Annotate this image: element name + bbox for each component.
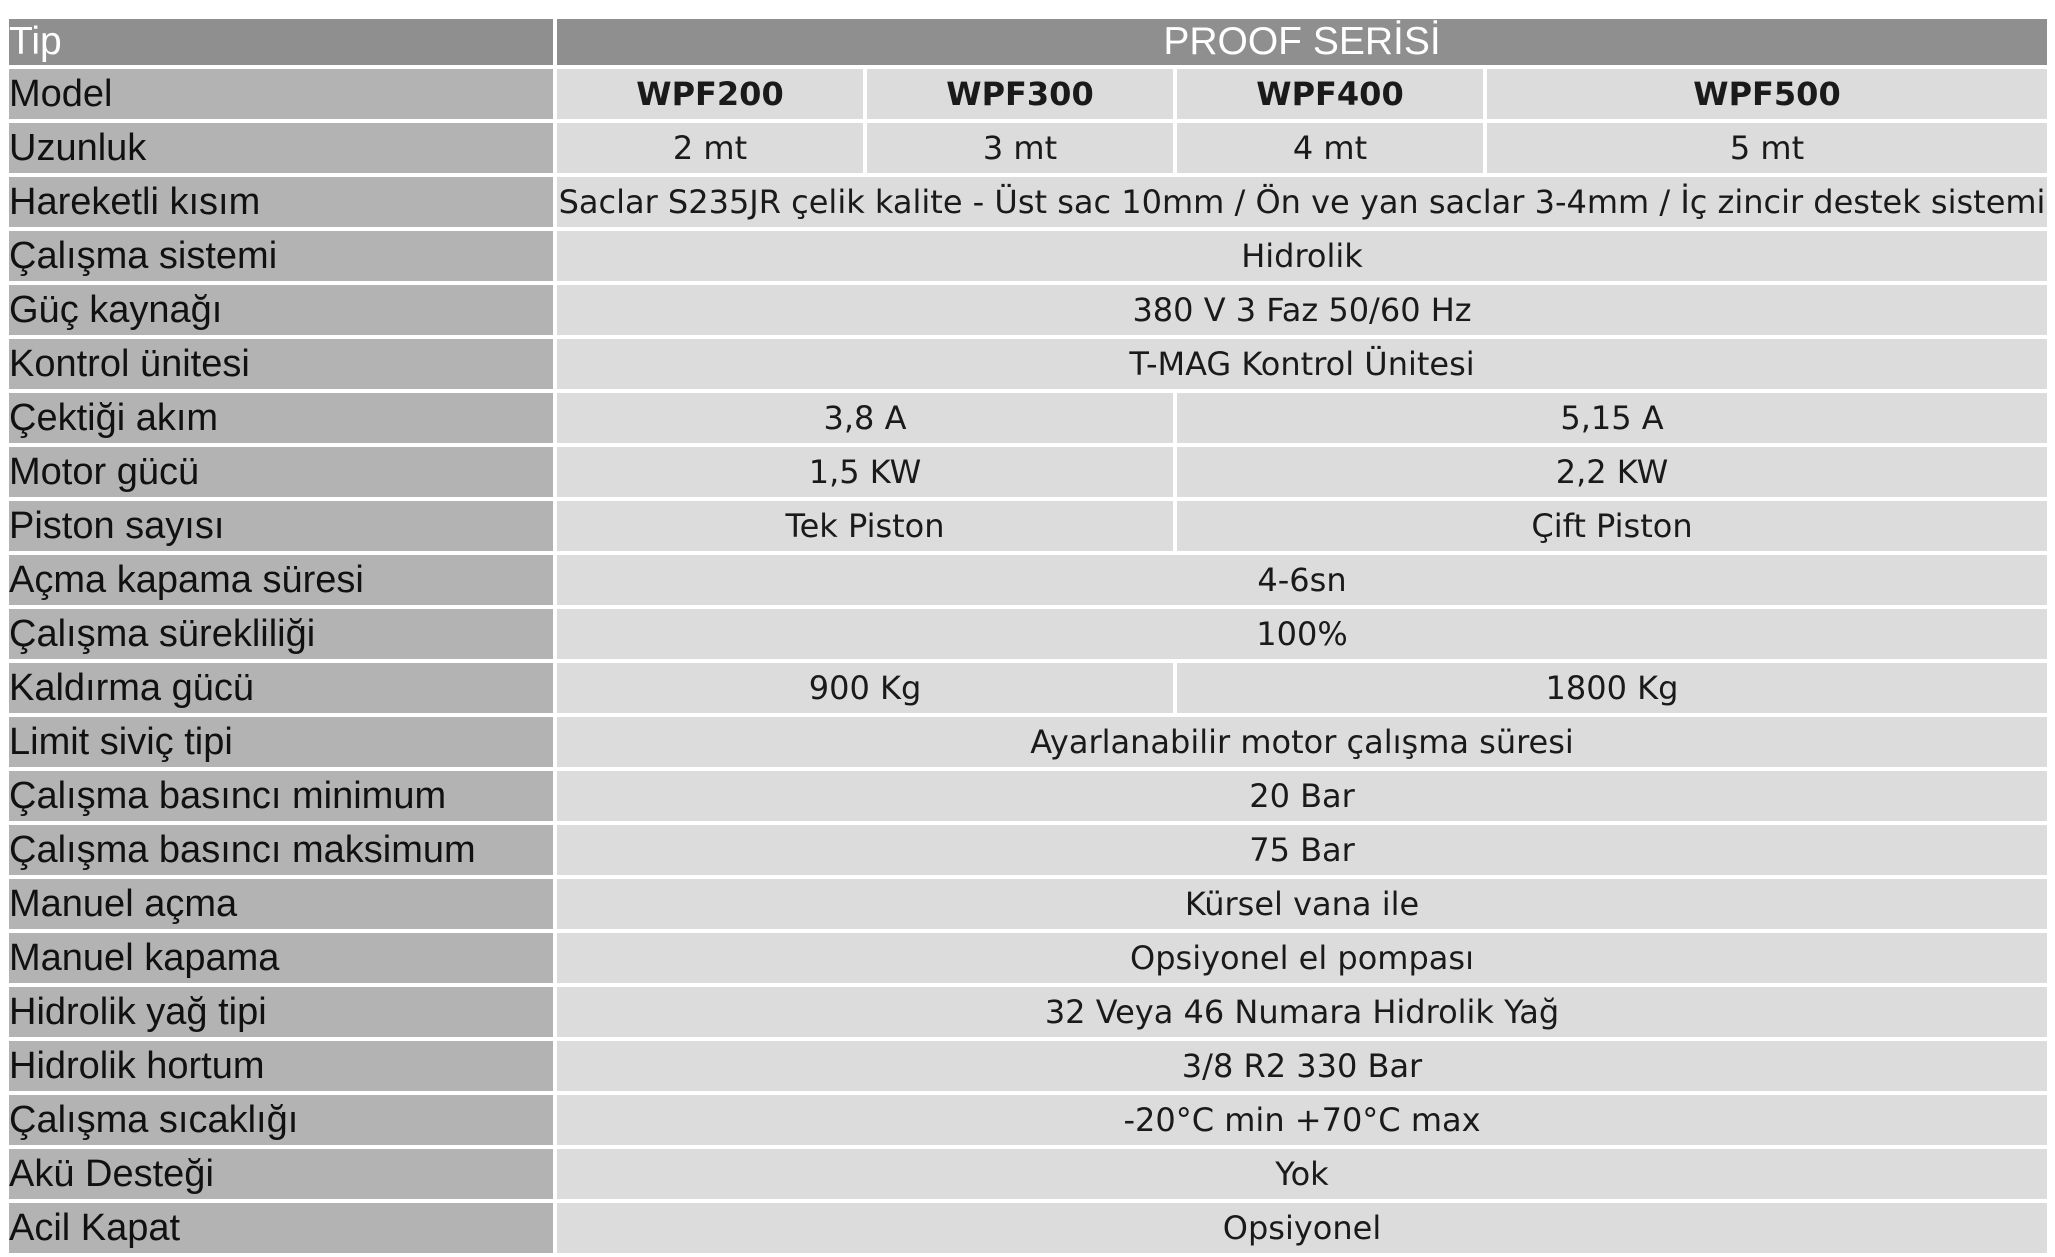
model-cell: WPF500 [1487,69,2047,119]
value-cell: Opsiyonel [557,1203,2047,1253]
row-label: Hidrolik hortum [9,1041,553,1091]
table-row-hidrolik-yag-tipi [9,987,2047,1037]
value-cell: 100% [557,609,2047,659]
row-label: Limit siviç tipi [9,717,553,767]
header-row [9,19,2047,65]
table-row-basinc-max [9,825,2047,875]
value-cell: -20°C min +70°C max [557,1095,2047,1145]
value-cell: Opsiyonel el pompası [557,933,2047,983]
row-label: Hareketli kısım [9,177,553,227]
value-cell: Tek Piston [557,501,1173,551]
row-label: Acil Kapat [9,1203,553,1253]
table-row-piston-sayisi [9,501,2047,551]
table-row-limit-sivic-tipi [9,717,2047,767]
table-row-uzunluk [9,123,2047,173]
value-cell: 2,2 KW [1177,447,2047,497]
value-cell: T-MAG Kontrol Ünitesi [557,339,2047,389]
row-label: Çalışma sürekliliği [9,609,553,659]
model-cell: WPF300 [867,69,1173,119]
row-label: Manuel açma [9,879,553,929]
table-row-manuel-kapama [9,933,2047,983]
row-label: Motor gücü [9,447,553,497]
row-label: Çalışma basıncı minimum [9,771,553,821]
value-cell: 5 mt [1487,123,2047,173]
row-label: Çalışma sıcaklığı [9,1095,553,1145]
spec-table [5,15,2051,1257]
table-row-calisma-sistemi [9,231,2047,281]
table-row-acma-kapama-suresi [9,555,2047,605]
row-label: Uzunluk [9,123,553,173]
series-title: PROOF SERİSİ [557,19,2047,65]
value-cell: 3/8 R2 330 Bar [557,1041,2047,1091]
row-label: Hidrolik yağ tipi [9,987,553,1037]
value-cell: Ayarlanabilir motor çalışma süresi [557,717,2047,767]
row-label: Manuel kapama [9,933,553,983]
value-cell: Kürsel vana ile [557,879,2047,929]
value-cell: 900 Kg [557,663,1173,713]
value-cell: 4-6sn [557,555,2047,605]
row-label: Çalışma sistemi [9,231,553,281]
value-cell: 2 mt [557,123,863,173]
table-row-hidrolik-hortum [9,1041,2047,1091]
table-row-cektigi-akim [9,393,2047,443]
value-cell: Yok [557,1149,2047,1199]
value-cell: 32 Veya 46 Numara Hidrolik Yağ [557,987,2047,1037]
value-cell: 4 mt [1177,123,1483,173]
value-cell: 20 Bar [557,771,2047,821]
row-label: Çalışma basıncı maksimum [9,825,553,875]
table-row-calisma-sicakligi [9,1095,2047,1145]
value-cell: 75 Bar [557,825,2047,875]
value-cell: 380 V 3 Faz 50/60 Hz [557,285,2047,335]
table-row-kaldirma-gucu [9,663,2047,713]
model-cell: WPF400 [1177,69,1483,119]
value-cell: 5,15 A [1177,393,2047,443]
row-label: Kontrol ünitesi [9,339,553,389]
table-row-guc-kaynagi [9,285,2047,335]
value-cell: Çift Piston [1177,501,2047,551]
row-label: Güç kaynağı [9,285,553,335]
tip-label: Tip [9,19,553,65]
spec-sheet [9,19,2047,1253]
table-row-basinc-min [9,771,2047,821]
table-row-calisma-surekliligi [9,609,2047,659]
value-cell: Saclar S235JR çelik kalite - Üst sac 10mm / Ön ve yan saclar 3-4mm / İç zincir destek sistemi [557,177,2047,227]
table-row-kontrol-unitesi [9,339,2047,389]
value-cell: 1800 Kg [1177,663,2047,713]
row-label: Kaldırma gücü [9,663,553,713]
table-row-acil-kapat [9,1203,2047,1253]
table-row-motor-gucu [9,447,2047,497]
model-cell: WPF200 [557,69,863,119]
value-cell: 1,5 KW [557,447,1173,497]
table-row-model [9,69,2047,119]
value-cell: 3 mt [867,123,1173,173]
value-cell: 3,8 A [557,393,1173,443]
value-cell: Hidrolik [557,231,2047,281]
table-row-aku-destegi [9,1149,2047,1199]
table-row-manuel-acma [9,879,2047,929]
row-label: Akü Desteği [9,1149,553,1199]
row-label: Piston sayısı [9,501,553,551]
row-label: Çektiği akım [9,393,553,443]
row-label: Açma kapama süresi [9,555,553,605]
row-label: Model [9,69,553,119]
table-row-hareketli-kisim [9,177,2047,227]
